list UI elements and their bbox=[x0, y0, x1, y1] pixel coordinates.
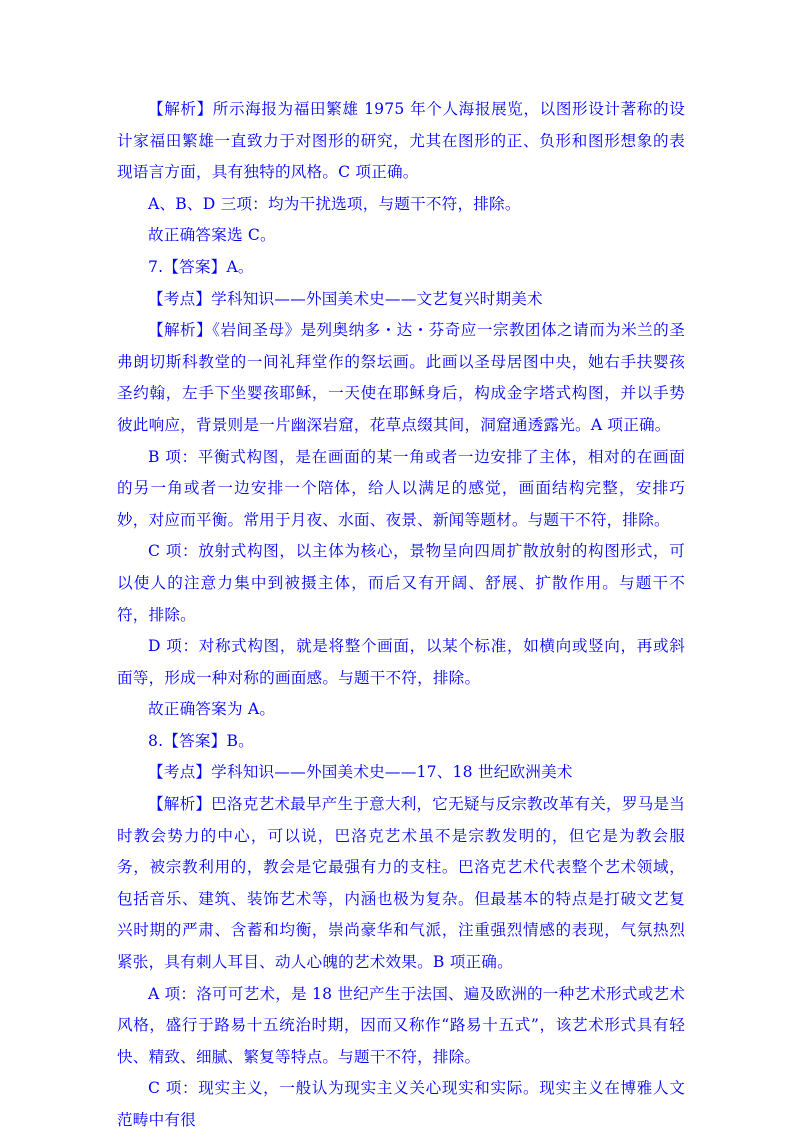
option-b-paragraph-7: B 项：平衡式构图，是在画面的某一角或者一边安排了主体，相对的在画面的另一角或者一边安排一个陪体，给人以满足的感觉，画面结构完整，安排巧妙，对应而平衡。常用于月夜、水面、夜景、新闻等题材。与题干不符，排除。 bbox=[117, 447, 685, 529]
analysis-paragraph-7: 【解析】《岩间圣母》是列奥纳多・达・芬奇应一宗教团体之请而为米兰的圣弗朗切斯科教堂的一间礼拜堂作的祭坛画。此画以圣母居图中央，她右手扶婴孩圣约翰，左手下坐婴孩耶稣，一天使在耶稣身后，构成金字塔式构图，并以手势彼此响应，背景则是一片幽深岩窟，花草点缀其间，洞窟通透露光。A 项正确。 bbox=[117, 321, 685, 434]
analysis-paragraph-6: 【解析】所示海报为福田繁雄 1975 年个人海报展览，以图形设计著称的设计家福田繁雄一直致力于对图形的研究，尤其在图形的正、负形和图形想象的表现语言方面，具有独特的风格。C 项正确。 bbox=[117, 100, 685, 182]
option-a-paragraph-8: A 项：洛可可艺术，是 18 世纪产生于法国、遍及欧洲的一种艺术形式或艺术风格，盛行于路易十五统治时期，因而又称作“路易十五式”，该艺术形式具有轻快、精致、细腻、繁复等特点。与题干不符，排除。 bbox=[117, 984, 685, 1066]
option-d-paragraph-7: D 项：对称式构图，就是将整个画面，以某个标准，如横向或竖向，再或斜面等，形成一种对称的画面感。与题干不符，排除。 bbox=[117, 637, 685, 687]
option-c-paragraph-8: C 项：现实主义，一般认为现实主义关心现实和实际。现实主义在博雅人文范畴中有很 bbox=[117, 1079, 685, 1129]
topic-paragraph-7: 【考点】学科知识——外国美术史——文艺复兴时期美术 bbox=[148, 289, 543, 308]
answer-heading-8: 8.【答案】B。 bbox=[148, 731, 254, 750]
answer-heading-7: 7.【答案】A。 bbox=[148, 257, 254, 276]
document-page bbox=[117, 94, 685, 1137]
options-abd-paragraph-6: A、B、D 三项：均为干扰选项，与题干不符，排除。 bbox=[148, 194, 521, 213]
option-c-paragraph-7: C 项：放射式构图，以主体为核心，景物呈向四周扩散放射的构图形式，可以使人的注意力集中到被摄主体，而后又有开阔、舒展、扩散作用。与题干不符，排除。 bbox=[117, 542, 685, 624]
topic-paragraph-8: 【考点】学科知识——外国美术史——17、18 世纪欧洲美术 bbox=[148, 763, 573, 782]
answer-conclusion-6: 故正确答案选 C。 bbox=[148, 226, 276, 245]
answer-conclusion-7: 故正确答案为 A。 bbox=[148, 700, 276, 719]
analysis-paragraph-8: 【解析】巴洛克艺术最早产生于意大利，它无疑与反宗教改革有关，罗马是当时教会势力的中心，可以说，巴洛克艺术虽不是宗教发明的，但它是为教会服务，被宗教利用的，教会是它最强有力的支柱。巴洛克艺术代表整个艺术领域，包括音乐、建筑、装饰艺术等，内涵也极为复杂。但最基本的特点是打破文艺复兴时期的严肃、含蓄和均衡，崇尚豪华和气派，注重强烈情感的表现，气氛热烈紧张，具有刺人耳目、动人心魄的艺术效果。B 项正确。 bbox=[117, 795, 685, 972]
